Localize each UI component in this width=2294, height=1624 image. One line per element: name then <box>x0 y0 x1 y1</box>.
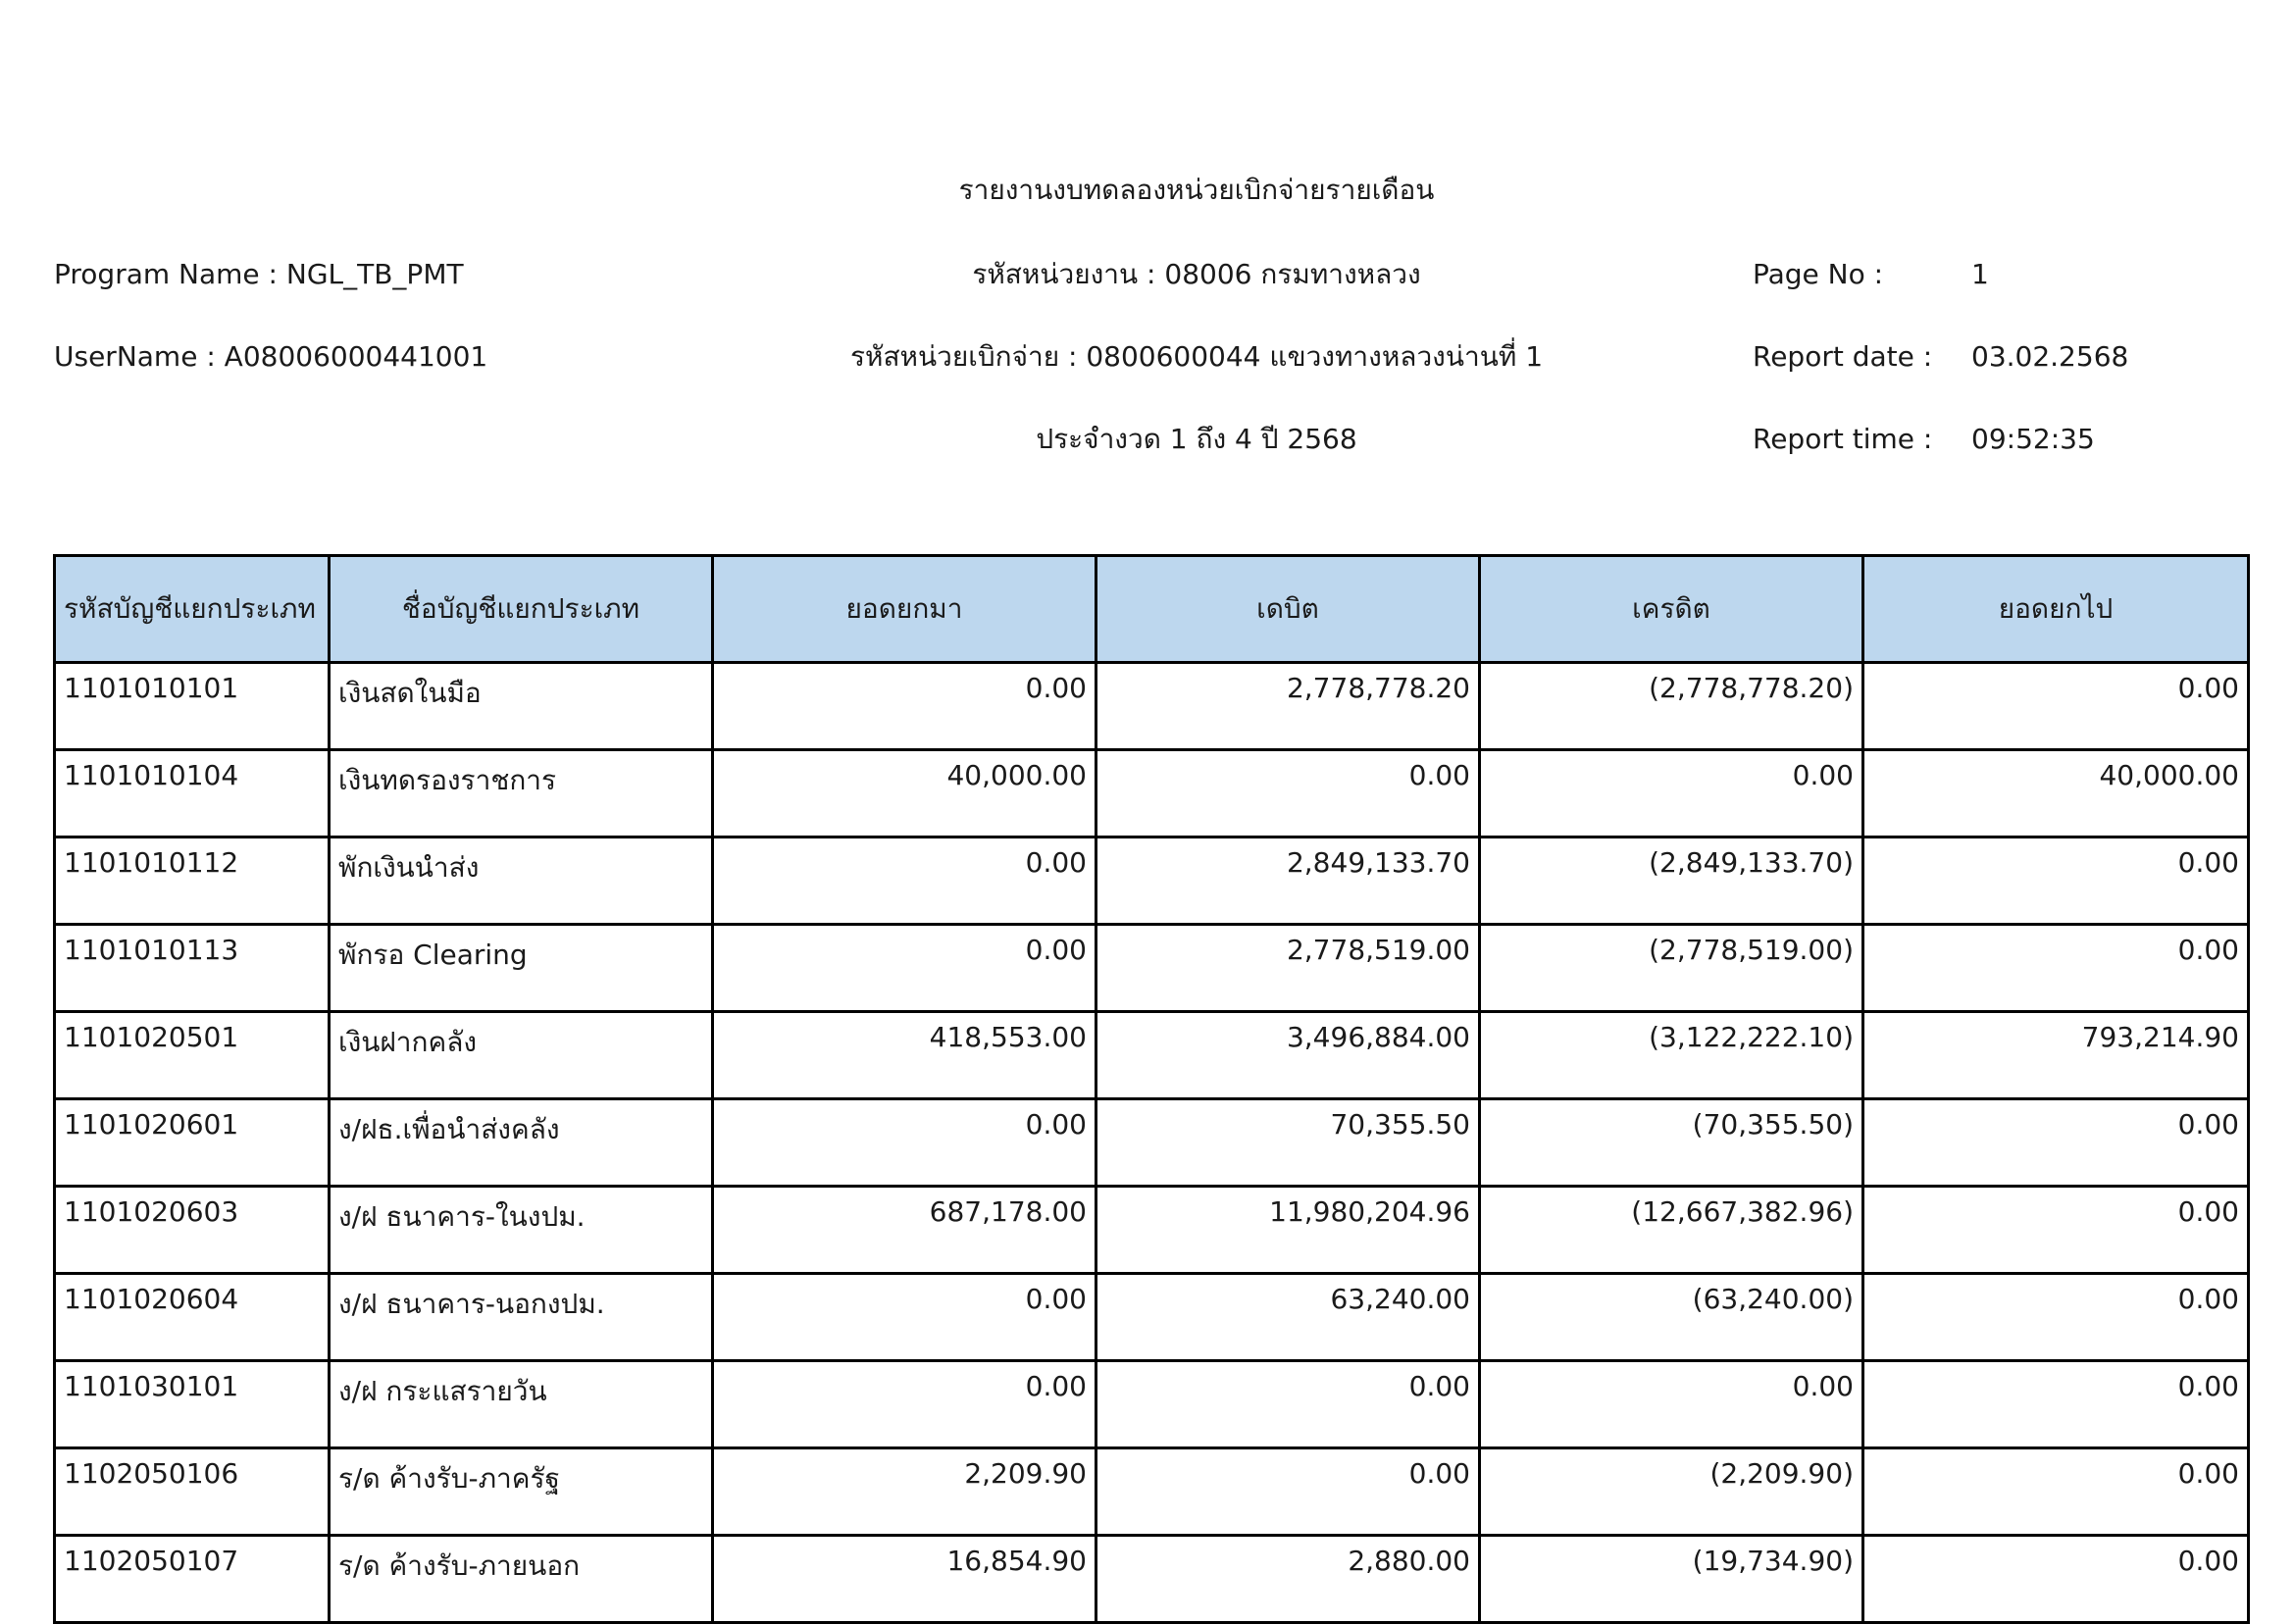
report-date-label: Report date : <box>1753 340 1933 373</box>
cell-closing-balance: 793,214.90 <box>1863 1012 2249 1099</box>
cell-opening-balance: 687,178.00 <box>713 1187 1096 1274</box>
cell-account-code: 1102050106 <box>55 1448 330 1536</box>
cell-account-code: 1101030101 <box>55 1361 330 1448</box>
cell-opening-balance: 0.00 <box>713 1361 1096 1448</box>
cell-credit: (2,849,133.70) <box>1480 837 1863 925</box>
cell-account-name: เงินทดรองราชการ <box>330 750 713 837</box>
cell-debit: 2,778,519.00 <box>1096 925 1480 1012</box>
page-no-value: 1 <box>1971 258 1989 290</box>
table-row <box>55 663 2249 750</box>
cell-opening-balance: 0.00 <box>713 1274 1096 1361</box>
cell-account-name: ร/ด ค้างรับ-ภาครัฐ <box>330 1448 713 1536</box>
cell-opening-balance: 0.00 <box>713 663 1096 750</box>
cell-credit: (2,209.90) <box>1480 1448 1863 1536</box>
cell-credit: 0.00 <box>1480 1361 1863 1448</box>
cell-account-code: 1101010112 <box>55 837 330 925</box>
report-title: รายงานงบทดลองหน่วยเบิกจ่ายรายเดือน <box>958 174 1435 206</box>
table-row <box>55 750 2249 837</box>
cell-account-name: เงินฝากคลัง <box>330 1012 713 1099</box>
table-row <box>55 1274 2249 1361</box>
cell-credit: (12,667,382.96) <box>1480 1187 1863 1274</box>
cell-credit: (70,355.50) <box>1480 1099 1863 1187</box>
cell-account-code: 1101020601 <box>55 1099 330 1187</box>
cell-debit: 2,778,778.20 <box>1096 663 1480 750</box>
cell-account-name: ง/ฝ กระแสรายวัน <box>330 1361 713 1448</box>
agency-code: รหัสหน่วยงาน : 08006 กรมทางหลวง <box>972 258 1421 290</box>
table-row <box>55 1448 2249 1536</box>
cell-closing-balance: 0.00 <box>1863 1448 2249 1536</box>
column-header-account-name: ชื่อบัญชีแยกประเภท <box>330 556 713 663</box>
cell-debit: 2,849,133.70 <box>1096 837 1480 925</box>
page-no-label: Page No : <box>1753 258 1884 290</box>
cell-debit: 0.00 <box>1096 1448 1480 1536</box>
cell-closing-balance: 0.00 <box>1863 1187 2249 1274</box>
cell-closing-balance: 0.00 <box>1863 1274 2249 1361</box>
cell-account-name: ร/ด ค้างรับ-ภายนอก <box>330 1536 713 1623</box>
cell-credit: (63,240.00) <box>1480 1274 1863 1361</box>
cell-credit: (19,734.90) <box>1480 1536 1863 1623</box>
cell-account-code: 1101010113 <box>55 925 330 1012</box>
cell-debit: 11,980,204.96 <box>1096 1187 1480 1274</box>
cell-account-name: พักเงินนำส่ง <box>330 837 713 925</box>
cell-opening-balance: 2,209.90 <box>713 1448 1096 1536</box>
cell-opening-balance: 0.00 <box>713 837 1096 925</box>
cell-account-code: 1102050107 <box>55 1536 330 1623</box>
cell-closing-balance: 0.00 <box>1863 1536 2249 1623</box>
column-header-closing-balance: ยอดยกไป <box>1863 556 2249 663</box>
cell-debit: 70,355.50 <box>1096 1099 1480 1187</box>
user-name: UserName : A08006000441001 <box>54 340 488 373</box>
column-header-account-code: รหัสบัญชีแยกประเภท <box>55 556 330 663</box>
table-row <box>55 837 2249 925</box>
table-row <box>55 925 2249 1012</box>
cell-closing-balance: 0.00 <box>1863 925 2249 1012</box>
cell-opening-balance: 418,553.00 <box>713 1012 1096 1099</box>
cell-account-code: 1101010101 <box>55 663 330 750</box>
table-row <box>55 1361 2249 1448</box>
cell-account-name: ง/ฝ ธนาคาร-ในงปม. <box>330 1187 713 1274</box>
cell-account-code: 1101010104 <box>55 750 330 837</box>
cell-closing-balance: 0.00 <box>1863 1099 2249 1187</box>
table-row <box>55 1536 2249 1623</box>
cell-closing-balance: 40,000.00 <box>1863 750 2249 837</box>
cell-account-code: 1101020603 <box>55 1187 330 1274</box>
report-period: ประจำงวด 1 ถึง 4 ปี 2568 <box>1036 423 1357 455</box>
cell-closing-balance: 0.00 <box>1863 837 2249 925</box>
cell-opening-balance: 0.00 <box>713 925 1096 1012</box>
cell-account-name: ง/ฝธ.เพื่อนำส่งคลัง <box>330 1099 713 1187</box>
cell-account-name: เงินสดในมือ <box>330 663 713 750</box>
report-time-value: 09:52:35 <box>1971 423 2095 455</box>
disbursing-unit-code: รหัสหน่วยเบิกจ่าย : 0800600044 แขวงทางหลวงน่านที่ 1 <box>849 340 1544 373</box>
cell-debit: 3,496,884.00 <box>1096 1012 1480 1099</box>
cell-opening-balance: 16,854.90 <box>713 1536 1096 1623</box>
cell-closing-balance: 0.00 <box>1863 663 2249 750</box>
cell-credit: 0.00 <box>1480 750 1863 837</box>
cell-credit: (3,122,222.10) <box>1480 1012 1863 1099</box>
cell-opening-balance: 40,000.00 <box>713 750 1096 837</box>
cell-account-name: พักรอ Clearing <box>330 925 713 1012</box>
table-row <box>55 1187 2249 1274</box>
table-row <box>55 1099 2249 1187</box>
table-header-row <box>55 556 2249 663</box>
cell-credit: (2,778,778.20) <box>1480 663 1863 750</box>
trial-balance-table <box>53 554 2250 1624</box>
column-header-credit: เครดิต <box>1480 556 1863 663</box>
table-row <box>55 1012 2249 1099</box>
report-time-label: Report time : <box>1753 423 1933 455</box>
report-date-value: 03.02.2568 <box>1971 340 2129 373</box>
cell-debit: 0.00 <box>1096 750 1480 837</box>
column-header-debit: เดบิต <box>1096 556 1480 663</box>
cell-closing-balance: 0.00 <box>1863 1361 2249 1448</box>
program-name: Program Name : NGL_TB_PMT <box>54 258 464 290</box>
cell-account-code: 1101020604 <box>55 1274 330 1361</box>
cell-debit: 0.00 <box>1096 1361 1480 1448</box>
cell-opening-balance: 0.00 <box>713 1099 1096 1187</box>
cell-account-code: 1101020501 <box>55 1012 330 1099</box>
cell-debit: 63,240.00 <box>1096 1274 1480 1361</box>
cell-account-name: ง/ฝ ธนาคาร-นอกงปม. <box>330 1274 713 1361</box>
cell-credit: (2,778,519.00) <box>1480 925 1863 1012</box>
column-header-opening-balance: ยอดยกมา <box>713 556 1096 663</box>
cell-debit: 2,880.00 <box>1096 1536 1480 1623</box>
